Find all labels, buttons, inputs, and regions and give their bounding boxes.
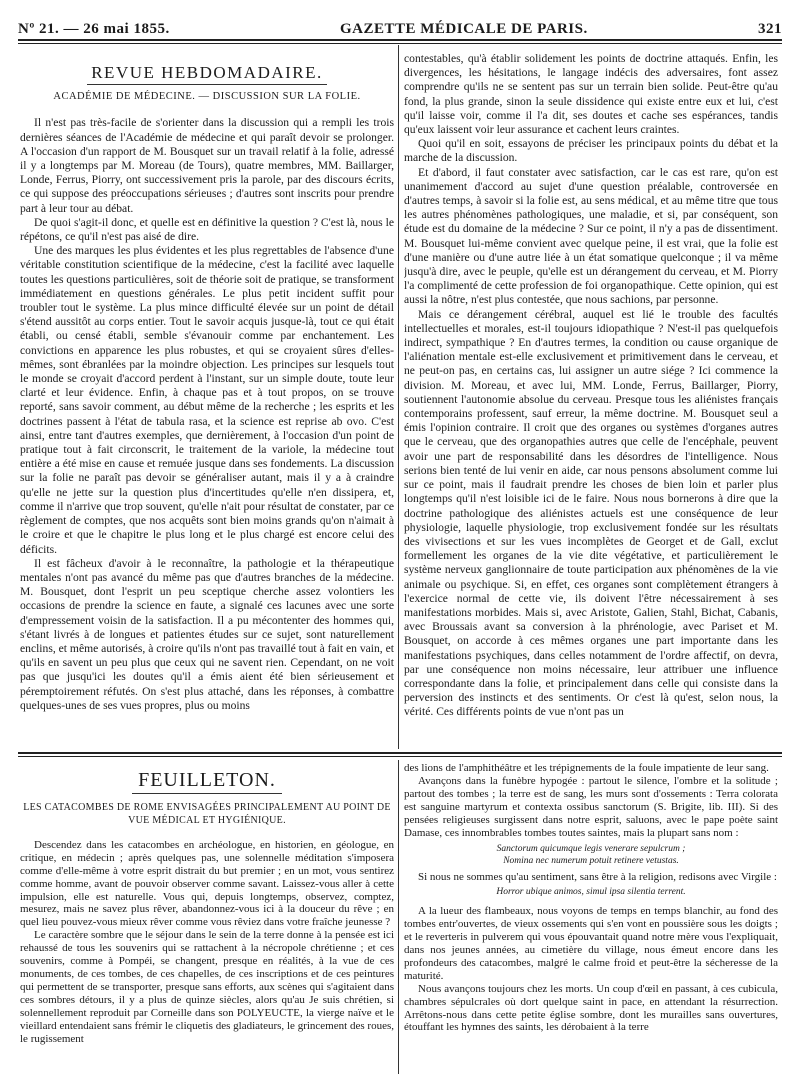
journal-title: GAZETTE MÉDICALE DE PARIS. [339, 21, 588, 37]
paragraph: Descendez dans les catacombes en archéologue, en historien, en géologue, en critique, en médecin ; après quelques pas, une solennelle méditation s'imposera comme d'elle-même à votre esprit distrait du but premier ; en un mot, vous sentirez comme homme, avant de pouvoir observer comme savant. Laissez-vous aller à cette impulsion, elle est naturelle. Vous qui, depuis longtemps, observez, comptez, mesurez, mais ne savez plus rêver, abandonnez-vous ici à la douceur du rêve ; en quel lieu pouvez-vous mieux rêver comme vous rêviez dans votre fraîche jeunesse ? [20, 838, 394, 929]
latin-quote: Sanctorum quicumque legis venerare sepulcrum ; Nomina nec numerum potuit retinere vetustas. [496, 844, 686, 867]
feuilleton-right-column [404, 762, 778, 1070]
paragraph: Une des marques les plus évidentes et les plus regrettables de l'absence d'une véritable constitution scientifique de la médecine, c'est la facilité avec laquelle toutes les questions particulières, soit de théorie soit de pratique, se transforment immédiatement en questions générales. Le plus petit incident suffit pour troubler tout le système. La plus mince difficulté élevée sur un point de détail s'étend aussitôt au corps entier. Tout le savoir acquis jusque-là, tout ce qui était établi, ou censé établi, semble s'évanouir comme par enchantement. Les convictions en apparence les plus robustes, et qui se croyaient sûres d'elles-mêmes, sont ébranlées par la moindre objection. Les principes sur lesquels tout le monde se croyait d'accord perdent à l'instant, sur un simple doute, toute leur clarté et leur évidence. Enfin, à chaque pas et à tout propos, on se trouve reporté, sans savoir comment, au début même de la recherche ; les esprits et les doctrines passent à l'état de tabula rasa, et la science est reprise ab ovo. C'est ainsi, entre tant d'autres exemples, que dernièrement, à l'occasion d'un point de pratique tout à fait circonscrit, le traitement de la variole, la médecine tout entière a été mise en cause et remuée jusque dans ses fondements. La discussion sur la folie ne paraît pas devoir se généraliser autant, mais il y a à craindre qu'elle ne jette sur la question plus d'incertitudes qu'elle n'en dissipera, et, comme il n'arrive que trop souvent, qu'elle n'ait pour résultat de constater, par ce règlement de comptes, que nos acquêts sont bien moins grands qu'on n'aimait à le croire et que le chapitre le plus long et le plus chargé est encore celui des déficits. [20, 244, 394, 556]
paragraph: De quoi s'agit-il donc, et quelle est en définitive la question ? C'est là, nous le répétons, ce qu'il n'est pas aisé de dire. [20, 215, 394, 244]
revue-right-column [404, 52, 778, 742]
virgil-quote: Horror ubique animos, simul ipsa silentia terrent. [496, 887, 686, 898]
feuilleton-subtitle: LES CATACOMBES DE ROME ENVISAGÉES PRINCIPALEMENT AU POINT DE VUE MÉDICAL ET HYGIÉNIQUE. [23, 801, 391, 826]
revue-left-column [20, 52, 394, 742]
paragraph: Mais ce dérangement cérébral, auquel est lié le trouble des facultés intellectuelles et morales, est-il toujours idiopathique ? N'est-il pas quelquefois indirect, sympathique ? En d'autres termes, la condition ou cause organique de l'aliénation mentale est-elle exclusivement et primitivement dans le cerveau, et ne peut-on pas, en certains cas, lui assigner un autre siége ? Ici commence la division. M. Moreau, et avec lui, MM. Londe, Ferrus, Baillarger, Piorry, soutiennent l'autonomie absolue du cerveau. Presque tous les aliénistes français contemporains professent, sauf erreur, la même doctrine. M. Bousquet seul a émis l'opinion contraire. Il croit que des organes ou systèmes d'organes autres que le cerveau, que des organopathies autres que celle de l'encéphale, peuvent avoir une part de responsabilité dans les désordres de l'intelligence. Nous serions bien tenté de lui venir en aide, car nous pensons absolument comme lui sur ce point, mais il faudrait prendre les choses de bien loin et parler plus longtemps qu'il n'est loisible ici de le faire. Nous nous bornerons à dire que la doctrine pathologique des aliénistes actuels est une conséquence de leur physiologie, laquelle physiologie, trop exclusivement fondée sur les résultats des vivisections et sur les vues incomplètes de Georget et de Gall, exclut formellement les organes de la vie dite végétative, et particulièrement le système nerveux ganglionnaire de toute participation aux phénomènes de la vie animale ou psychique. Si, en effet, ces organes sont complètement étrangers à l'exercice normal de cette vie, ils doivent l'être nécessairement à ses manifestations morbides. Mais si, avec Aristote, Galien, Stahl, Bichat, Cabanis, avec Broussais avant sa conversion à la phrénologie, avec Pariset et M. Bousquet, on accorde à ces mêmes organes une part importante dans les manifestations psychiques, dans celles notamment de l'ordre affectif, on devra, par une conséquence non moins nécessaire, leur attribuer une influence correspondante dans la folie, et principalement dans celle qui consiste dans la perversion des instincts et des sentiments. Or c'est là qu'est, selon nous, la vérité. Ces différents points de vue n'ont pas un [404, 307, 778, 719]
paragraph: Le caractère sombre que le séjour dans le sein de la terre donne à la pensée est ici rehaussé de tous les souvenirs qui se rattachent à la nécropole chrétienne ; et ces souvenirs, comme à Pompéi, se changent, presque en réalités, à la vue de ces monuments, de ces tombes, de ces chapelles, de ces inscriptions et de ces peintures qui permettent de se transporter, presque sans efforts, aux scènes qui s'agitaient dans ces sombres détours, il y a plus de quinze siècles, alors qu'au Je suis chrétien, si solennellement reproduit par Corneille dans son POLYEUCTE, la vierge naïve et le vieillard entendaient sans frémir le cliquetis des gladiateurs, le grincement des roues, le rugissement [20, 929, 394, 1045]
revue-subtitle: ACADÉMIE DE MÉDECINE. — DISCUSSION SUR LA FOLIE. [53, 91, 361, 103]
revue-title: REVUE HEBDOMADAIRE. [20, 66, 394, 80]
page-number: 321 [758, 21, 782, 37]
paragraph: Et d'abord, il faut constater avec satisfaction, car le cas est rare, qu'on est unanimement d'accord au sujet d'une question préalable, controversée en d'autres temps, à savoir si la folie est, au sens médical, et au même titre que tous les autres phénomènes pathologiques, une maladie, et si, par conséquent, son étude est du domaine de la médecine ? Sur ce point, il n'y a pas de dissentiment. M. Bousquet lui-même convient avec quelque peine, il est vrai, que la folie est d'une manière ou d'une autre liée à un état somatique quelconque ; il va même jusqu'à dire, avec le peuple, qu'elle est un dérangement du cerveau, et M. Piorry l'a complimenté de cette profession de foi organopathique. Cette opinion, qui est aussi la nôtre, n'est plus contestée, que nous sachions, par personne. [404, 165, 778, 307]
paragraph: Quoi qu'il en soit, essayons de préciser les principaux points du débat et la marche de la discussion. [404, 137, 778, 165]
feuilleton-rule [18, 752, 782, 754]
paragraph: contestables, qu'à établir solidement les points de doctrine attaqués. Enfin, les divergences, les hésitations, le langage indécis des adversaires, font assez comprendre qu'ils ne se sentent pas sur un terrain bien solide. Peut-être qu'au fond, la plus grande, sinon la seule dissidence qui existe entre eux et lui, c'est qu'il laisse voir, comme il l'a dit, ses doutes et cache ses espérances, tandis qu'eux laissent voir leur assurance et cachent leurs craintes. [404, 52, 778, 137]
feuilleton-title: FEUILLETON. [20, 774, 394, 787]
paragraph: des lions de l'amphithéâtre et les trépignements de la foule impatiente de leur sang. [404, 762, 769, 774]
paragraph: Nous avançons toujours chez les morts. Un coup d'œil en passant, à ces cubicula, chambres sépulcrales où dort quelque saint in pace, en attendant la résurrection. Arrêtons-nous dans cette petite église sombre, dont les murailles sans ouvertures, étouffant les hymnes des saints, les dérobaient à la terre [404, 982, 778, 1034]
paragraph: Avançons dans la funèbre hypogée : partout le silence, l'ombre et la solitude ; partout des tombes ; la terre est de sang, les murs sont d'ossements : Terra colorata est sanguine martyrum et contexta ossibus sanctorum (S. Brigite, lib. III). Si des pensées religieuses surgissent dans notre esprit, saluons, avec le pape poète saint Damase, ces innombrables tombes toutes saintes, mais la plupart sans nom : [404, 774, 778, 839]
header-rule-thin [18, 43, 782, 44]
feuilleton-rule-thin [18, 756, 782, 757]
paragraph: Il n'est pas très-facile de s'orienter dans la discussion qui a rempli les trois dernières séances de l'Académie de médecine et qui paraît devoir se prolonger. A l'occasion d'un rapport de M. Bousquet sur un travail relatif à la folie, adressé il y a longtemps par M. Moreau (de Tours), quatre membres, MM. Baillarger, Londe, Ferrus, Piorry, ont successivement pris la parole, par des discours écrits, ce qui suppose des préoccupations sérieuses ; d'autres sont inscrits pour prendre part à leur tour au débat. [20, 116, 394, 215]
feuilleton-left-column [20, 760, 394, 1070]
paragraph: Si nous ne sommes qu'au sentiment, sans être à la religion, redisons avec Virgile : [418, 871, 777, 884]
page-header [18, 12, 782, 38]
column-divider [398, 45, 399, 749]
paragraph: A la lueur des flambeaux, nous voyons de temps en temps blanchir, au fond des tombes entr'ouvertes, de vieux ossements qui s'en vont en poussière sous les doigts ; et le reverteris in pulverem qui vous épouvantait quand notre mère vous l'expliquait, dans nos jeunes années, au cimetière du village, nous émeut encore dans les profondeurs des catacombes, malgré le calme froid et peut-être la sécheresse de la maturité. [404, 905, 778, 982]
paragraph: Il est fâcheux d'avoir à le reconnaître, la pathologie et la thérapeutique mentales n'ont pas avancé du même pas que d'autres branches de la médecine. M. Bousquet, dont l'esprit un peu sceptique cherche assez volontiers les occasions de prendre la science en faute, a signalé ces lacunes avec une sorte d'empressement voisin de la satisfaction. Il a pu mécontenter des hommes qui, s'étant livrés à de longues et patientes études sur ce sujet, sont naturellement enclins, et même autorisés, à croire qu'ils n'ont pas travaillé tout à fait en vain, et qu'ils en savent un peu plus que ceux qui ne savent rien. Cependant, on ne voit pas que jusqu'ici les doutes qu'il a émis aient été bien sérieusement et péremptoirement réfutés. On s'est plus attaché, dans les réponses, à combattre quelques-unes de ses vues propres, plus ou moins [20, 556, 394, 712]
issue-number: Nº 21. — 26 mai 1855. [18, 21, 170, 37]
feuilleton-column-divider [398, 760, 399, 1074]
header-rule [18, 39, 782, 41]
